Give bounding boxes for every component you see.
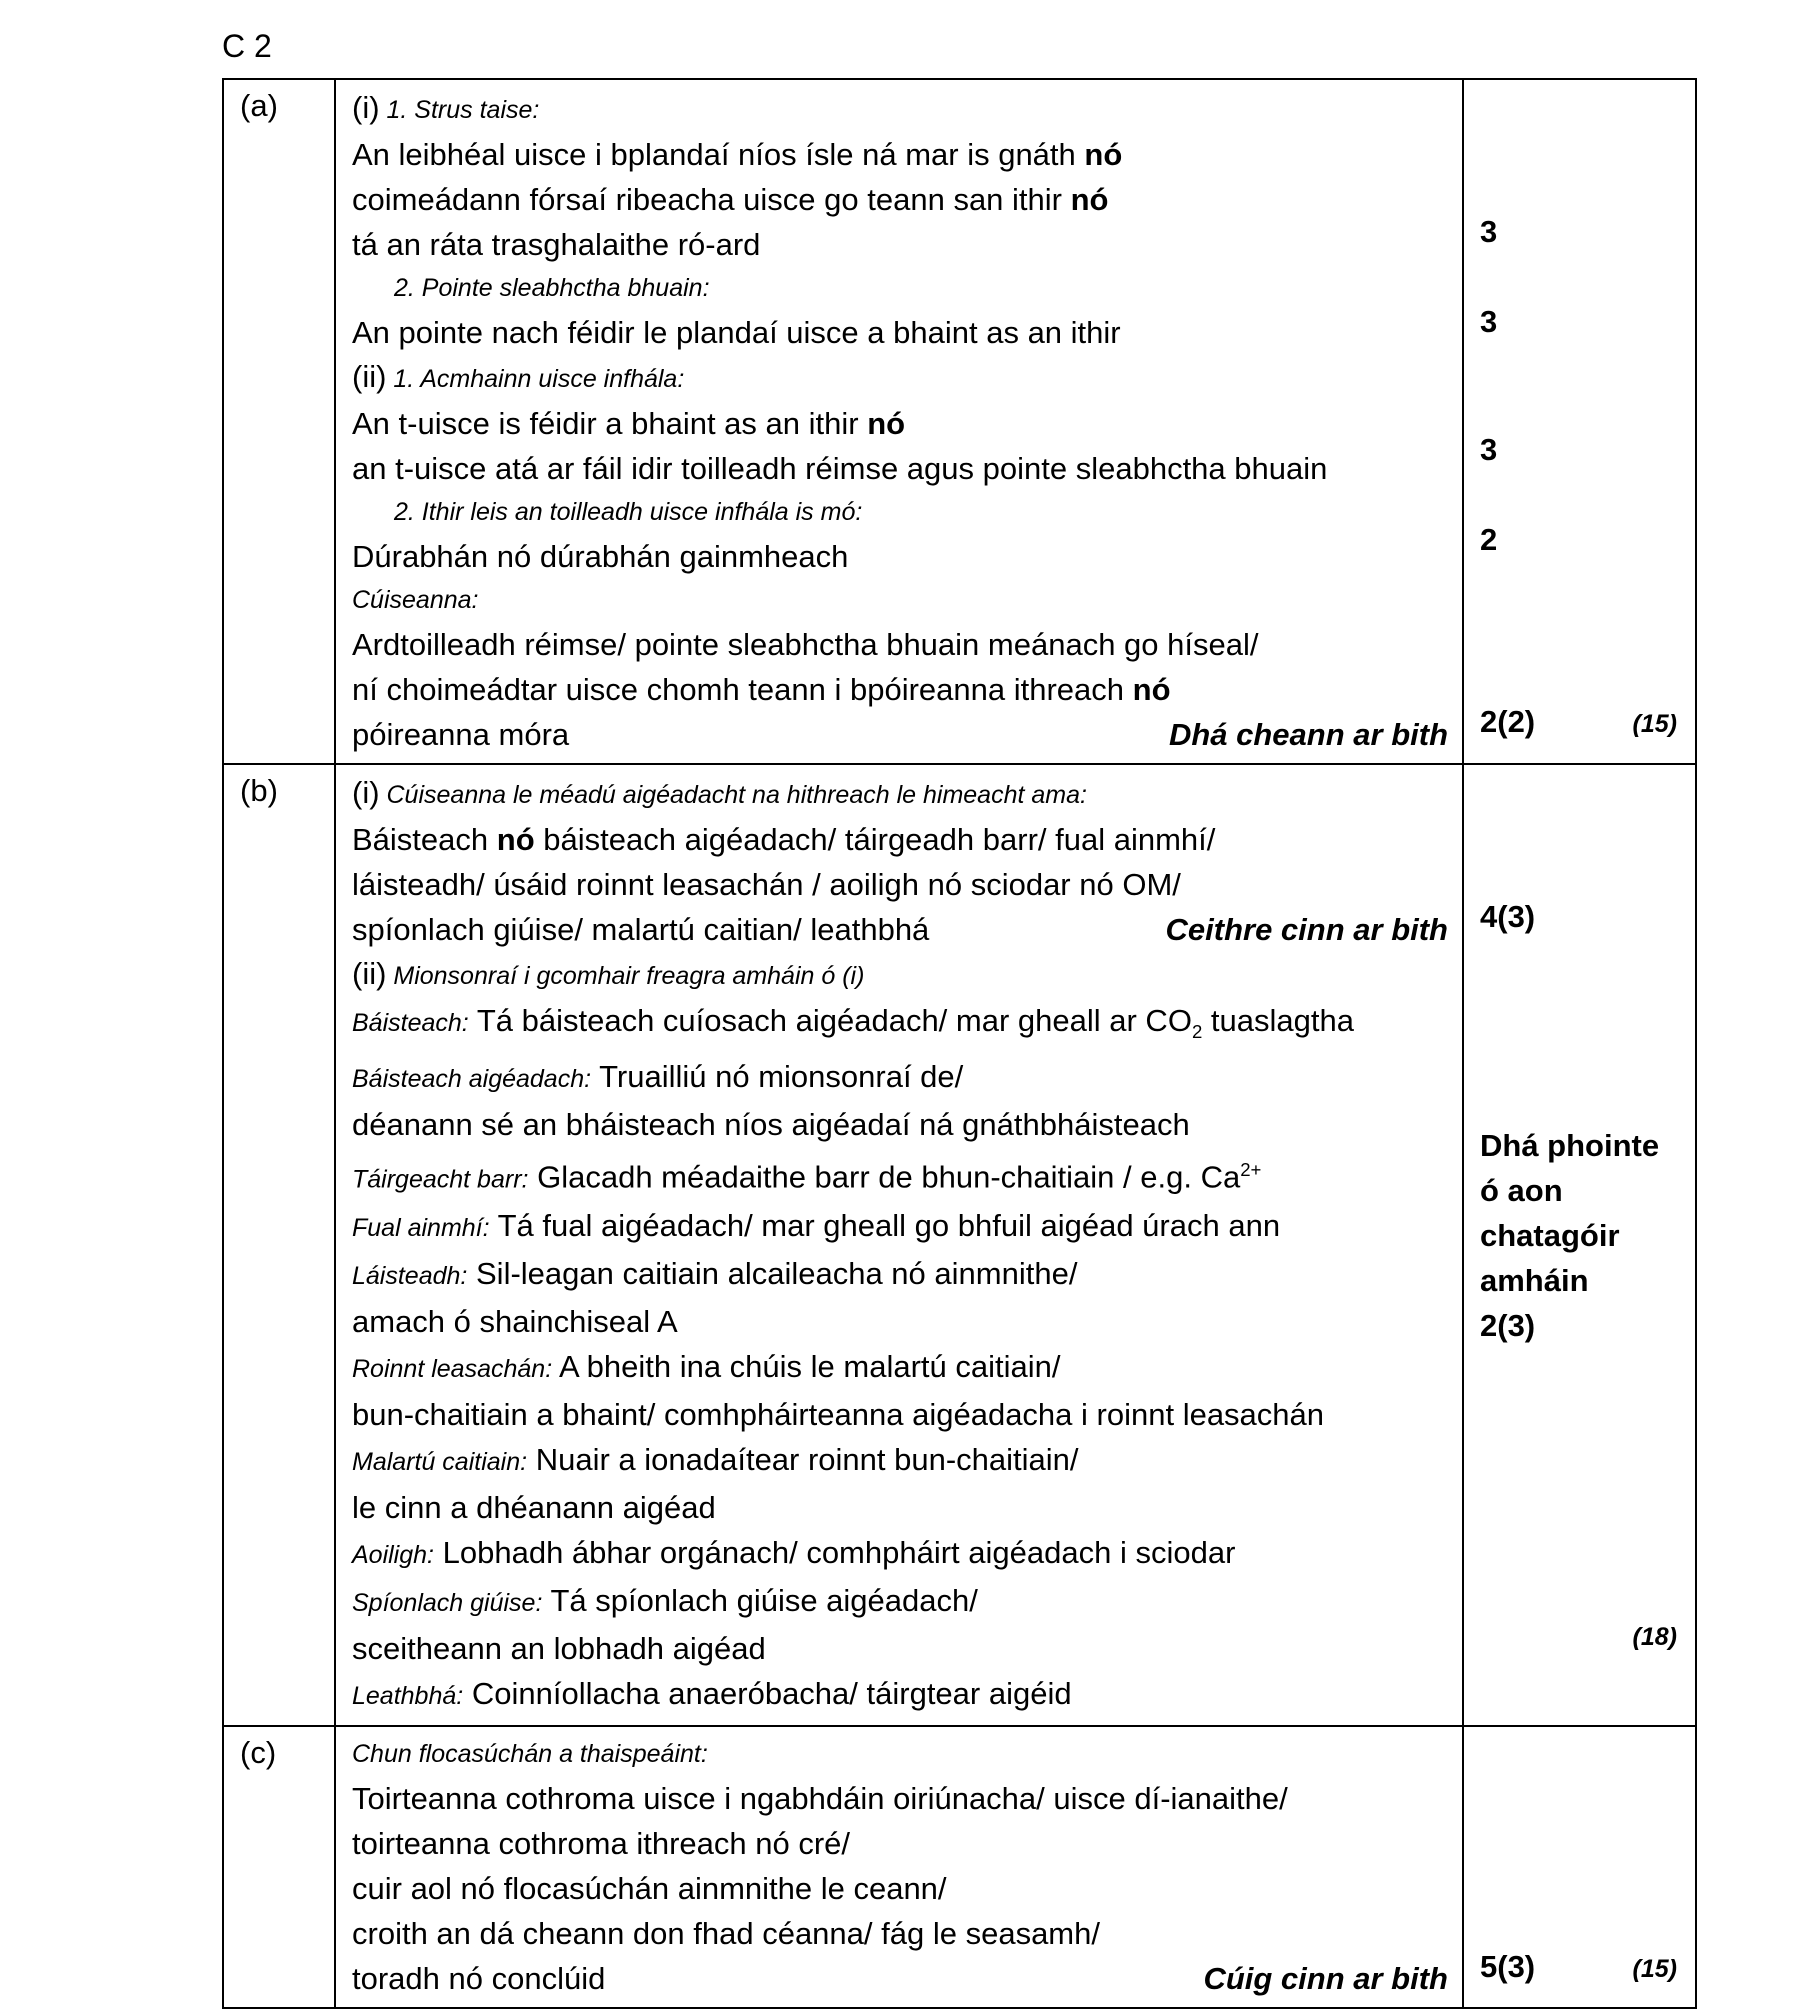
- part-c-label: (c): [223, 1726, 335, 2008]
- part-a-ii-heading: (ii) 1. Acmhainn uisce infhála:: [352, 359, 685, 394]
- part-c-marks: 5(3) (15): [1463, 1726, 1696, 2008]
- question-number: C 2: [222, 28, 272, 64]
- part-c-total: (15): [1632, 1954, 1677, 1983]
- part-b-answer: (i) Cúiseanna le méadú aigéadacht na hithreach le himeacht ama: Báisteach nó báisteach aigéadach/ táirgeadh barr/ fual ainmhí/ láisteadh/ úsáid roinnt leasachán / aoiligh nó sciodar nó OM/ spíonlach giúise/ malartú caitian/ leathbhá Ceithre cinn ar bith (ii) Mionsonraí i gcomhair freagra amháin ó (i) Báisteach: Tá báisteach cuíosach aigéadach/ mar gheall ar $CO_2$ tuaslagtha Báisteach aigéadach: Truailliú nó mionsonraí de/ déanann sé an bháisteach níos aigéadaí ná gnáthbháisteach Táirgeacht barr: Glacadh méadaithe barr de bhun-chaitiain / e.g. $Ca^{2+}$ Fual ainmhí: Tá fual aigéadach/ mar gheall go bhfuil aigéad úrach ann Láisteadh: Sil-leagan caitiain alcaileacha nó ainmnithe/ amach ó shainchiseal A Roinnt leasachán: A bheith ina chúis le malartú caitiain/ bun-chaitiain a bhaint/ comhpháirteanna aigéadacha i roinnt leasachán Malartú caitiain: Nuair a ionadaítear roinnt bun-chaitiain/ le cinn a dhéanann aigéad Aoiligh: Lobhadh ábhar orgánach/ comhpháirt aigéadach i sciodar Spíonlach giúise: Tá spíonlach giúise aigéadach/ sceitheann an lobhadh aigéad Leathbhá: Coinníollacha anaeróbacha/ táirgtear aigéid: [335, 764, 1463, 1726]
- part-b-total: (18): [1632, 1623, 1677, 1651]
- any-four-note: Ceithre cinn ar bith: [1165, 912, 1448, 947]
- any-five-note: Cúig cinn ar bith: [1203, 1960, 1448, 1996]
- part-c-answer: Chun flocasúchán a thaispeáint: Toirteanna cothroma uisce i ngabhdáin oiriúnacha/ uisce dí-ianaithe/ toirteanna cothroma ithreach nó cré/ cuir aol nó flocasúchán ainmnithe le ceann/ croith an dá cheann don fhad céanna/ fág le seasamh/ toradh nó conclúid Cúig cinn ar bith: [335, 1726, 1463, 2008]
- marking-scheme-table: [222, 78, 1697, 2009]
- any-two-note: Dhá cheann ar bith: [1168, 717, 1448, 752]
- part-a-answer: (i) 1. Strus taise: An leibhéal uisce i bplandaí níos ísle ná mar is gnáth nó coimeádann fórsaí ribeacha uisce go teann san ithir nó tá an ráta trasghalaithe ró-ard 2. Pointe sleabhctha bhuain: An pointe nach féidir le plandaí uisce a bhaint as an ithir (ii) 1. Acmhainn uisce infhála: An t-uisce is féidir a bhaint as an ithir nó an t-uisce atá ar fáil idir toilleadh réimse agus pointe sleabhctha bhuain 2. Ithir leis an toilleadh uisce infhála is mó: Dúrabhán nó dúrabhán gainmheach Cúiseanna: Ardtoilleadh réimse/ pointe sleabhctha bhuain meánach go híseal/ ní choimeádtar uisce chomh teann i bpóireanna ithreach nó póireanna móra Dhá cheann ar bith: [335, 79, 1463, 764]
- part-b-row: [223, 764, 1696, 1726]
- part-a-i-heading: (i) 1. Strus taise:: [352, 90, 540, 125]
- part-a-row: [223, 79, 1696, 764]
- part-b-marks: 4(3) Dhá phointe ó aon chatagóir amháin 2(3) (18): [1463, 764, 1696, 1726]
- part-b-label: (b): [223, 764, 335, 1726]
- part-a-label: (a): [223, 79, 335, 764]
- part-a-marks: 3 3 3 2 2(2) (15): [1463, 79, 1696, 764]
- part-a-total: (15): [1632, 710, 1677, 738]
- part-c-row: [223, 1726, 1696, 2008]
